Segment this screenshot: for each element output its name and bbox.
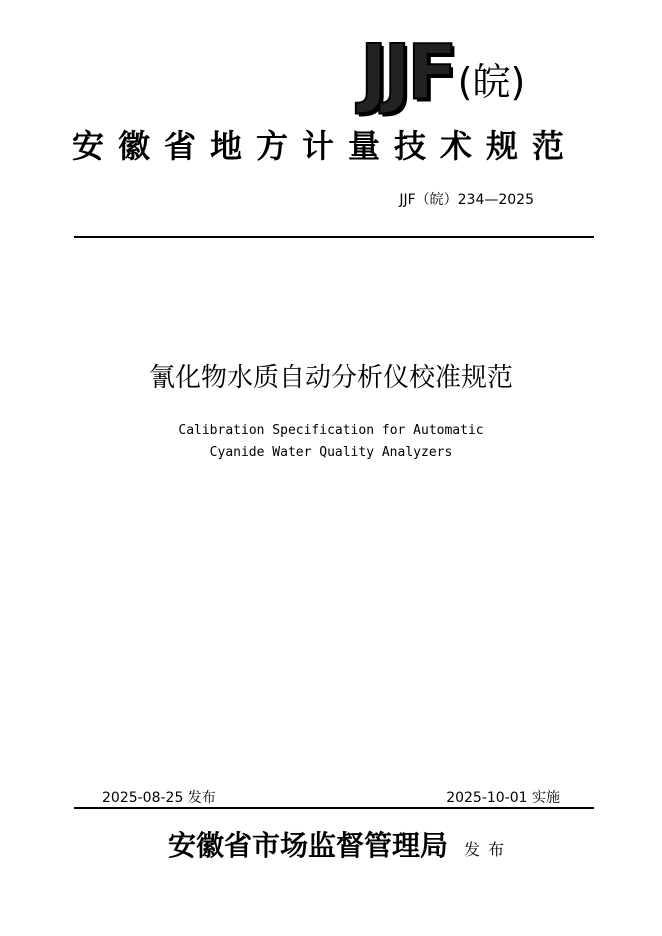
logo-mark: JJF [360,29,454,117]
publisher-suffix: 发布 [464,840,513,859]
top-divider [74,236,594,238]
document-title-zh: 氰化物水质自动分析仪校准规范 [148,363,513,393]
logo-suffix: (皖) [457,60,526,104]
publisher-name: 安徽省市场监督管理局 [168,829,449,862]
org-title: 安徽省地方计量技术规范 [72,127,579,165]
document-title-en [0,420,662,464]
document-code: JJF（皖）234—2025 [399,192,534,208]
issue-date: 2025-08-25 发布 [102,790,216,806]
en-title-line-1: Calibration Specification for Automatic [178,423,484,438]
en-title-line-2: Cyanide Water Quality Analyzers [209,445,453,460]
publisher [168,828,512,864]
bottom-divider [74,807,594,809]
implementation-date: 2025-10-01 实施 [446,790,560,806]
jjf-logo [360,29,526,117]
